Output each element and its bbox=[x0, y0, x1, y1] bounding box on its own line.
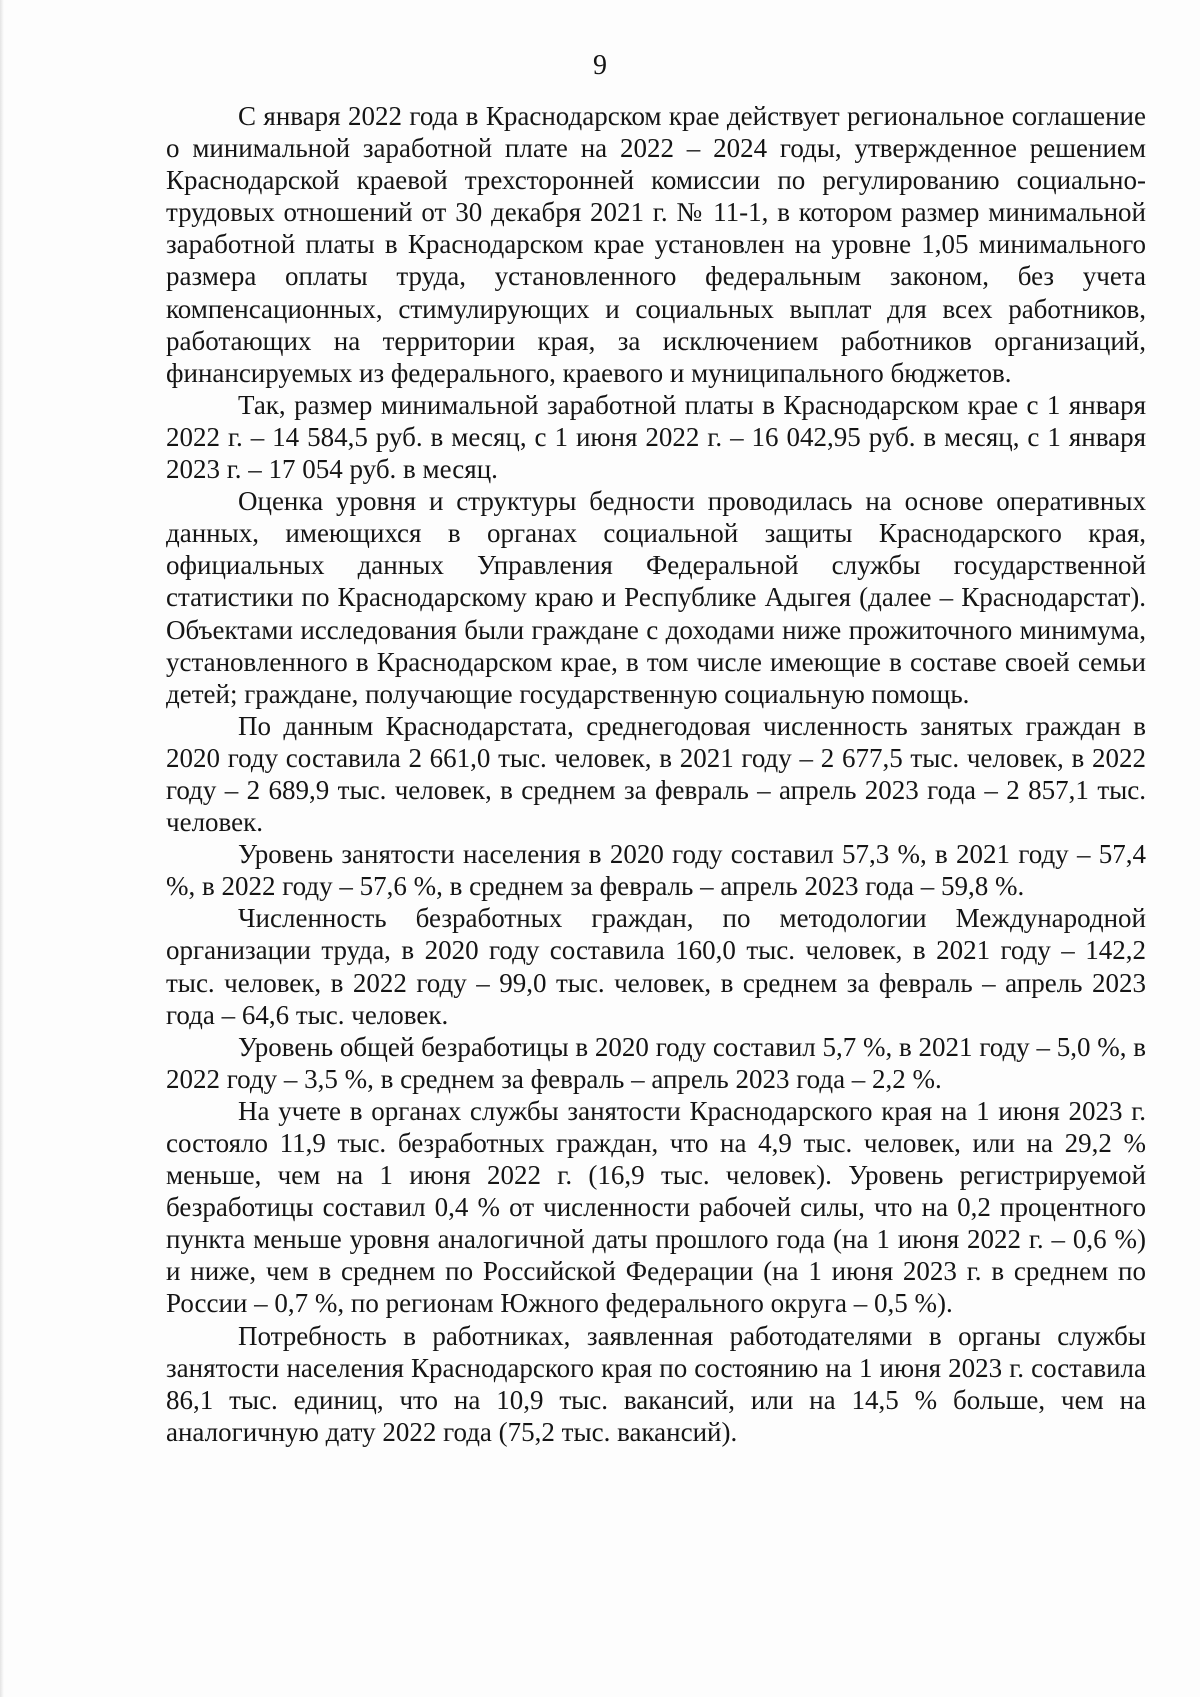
paragraph-employed-population: По данным Краснодарстата, среднегодовая численность занятых граждан в 2020 году составила 2 661,0 тыс. человек, в 2021 году – 2 677,5 тыс. человек, в 2022 году – 2 689,9 тыс. человек, в среднем за февраль – апрель 2023 года – 2 857,1 тыс. человек. bbox=[166, 710, 1146, 838]
paragraph-unemployed-population: Численность безработных граждан, по методологии Международной организации труда, в 2020 году составила 160,0 тыс. человек, в 2021 году – 142,2 тыс. человек, в 2022 году – 99,0 тыс. человек, в среднем за февраль – апрель 2023 года – 64,6 тыс. человек. bbox=[166, 903, 1146, 1030]
paragraph-poverty-assessment: Оценка уровня и структуры бедности проводилась на основе оперативных данных, имеющихся в органах социальной защиты Краснодарского края, официальных данных Управления Федеральной службы государственной статистики по Краснодарскому краю и Республике Адыгея (далее – Краснодарстат). Объектами исследования были граждане с доходами ниже прожиточного минимума, установленного в Краснодарском крае, в том числе имеющие в составе своей семьи детей; граждане, получающие государственную социальную помощь. bbox=[166, 486, 1146, 709]
paragraph-labor-demand: Потребность в работниках, заявленная работодателями в органы службы занятости населения Краснодарского края по состоянию на 1 июня 2023 г. составила 86,1 тыс. единиц, что на 10,9 тыс. вакансий, или на 14,5 % больше, чем на аналогичную дату 2022 года (75,2 тыс. вакансий). bbox=[166, 1320, 1146, 1447]
paragraph-employment-rate: Уровень занятости населения в 2020 году составил 57,3 %, в 2021 году – 57,4 %, в 2022 году – 57,6 %, в среднем за февраль – апрель 2023 года – 59,8 %. bbox=[166, 839, 1146, 902]
page-number: 9 bbox=[593, 50, 607, 81]
paragraph-registered-unemployment: На учете в органах службы занятости Краснодарского края на 1 июня 2023 г. состояло 11,9 тыс. безработных граждан, что на 4,9 тыс. человек, или на 29,2 % меньше, чем на 1 июня 2022 г. (16,9 тыс. человек). Уровень регистрируемой безработицы составил 0,4 % от численности рабочей силы, что на 0,2 процентного пункта меньше уровня аналогичной даты прошлого года (на 1 июня 2022 г. – 0,6 %) и ниже, чем в среднем по Российской Федерации (на 1 июня 2023 г. в среднем по России – 0,7 %, по регионам Южного федерального округа – 0,5 %). bbox=[166, 1095, 1146, 1319]
paragraph-minimum-wage-amounts: Так, размер минимальной заработной платы в Краснодарском крае с 1 января 2022 г. – 14 584,5 руб. в месяц, с 1 июня 2022 г. – 16 042,95 руб. в месяц, с 1 января 2023 г. – 17 054 руб. в месяц. bbox=[166, 389, 1146, 485]
scan-edge-shadow bbox=[0, 0, 4, 1697]
paragraph-unemployment-rate: Уровень общей безработицы в 2020 году составил 5,7 %, в 2021 году – 5,0 %, в 2022 году – 3,5 %, в среднем за февраль – апрель 2023 года – 2,2 %. bbox=[166, 1031, 1146, 1094]
document-body bbox=[166, 100, 1146, 1448]
paragraph-minimum-wage-agreement: С января 2022 года в Краснодарском крае действует региональное соглашение о минимальной заработной плате на 2022 – 2024 годы, утвержденное решением Краснодарской краевой трехсторонней комиссии по регулированию социально-трудовых отношений от 30 декабря 2021 г. № 11-1, в котором размер минимальной заработной платы в Краснодарском крае установлен на уровне 1,05 минимального размера оплаты труда, установленного федеральным законом, без учета компенсационных, стимулирующих и социальных выплат для всех работников, работающих на территории края, за исключением работников организаций, финансируемых из федерального, краевого и муниципального бюджетов. bbox=[166, 101, 1146, 388]
